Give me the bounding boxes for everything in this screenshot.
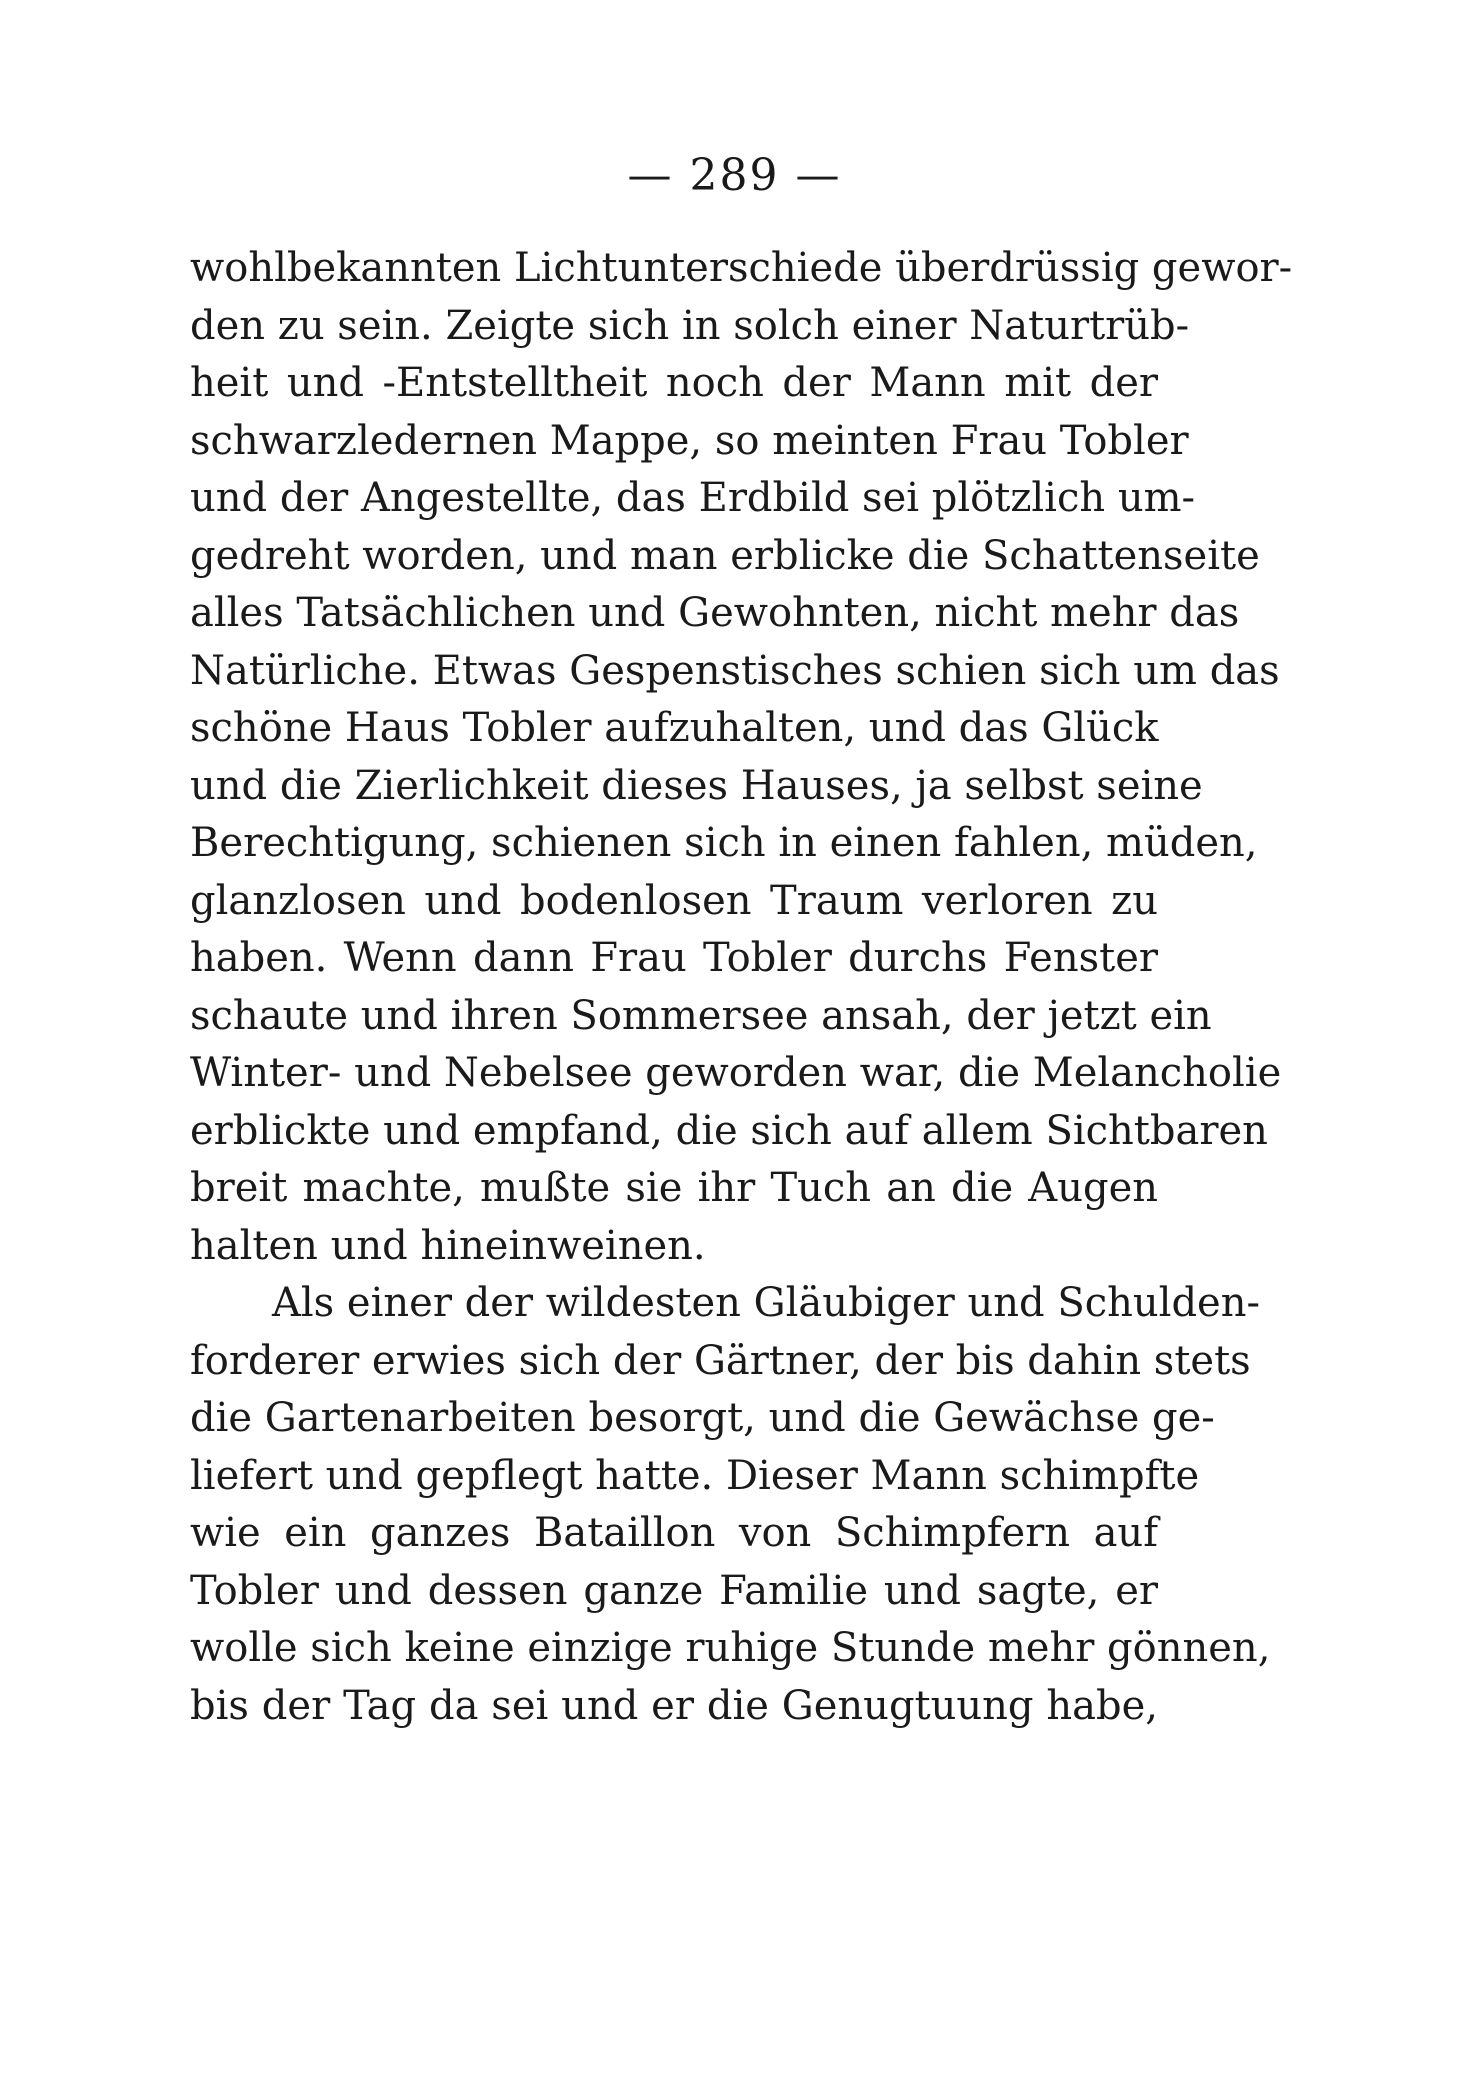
text-line: schaute und ihren Sommersee ansah, der jetzt ein	[190, 992, 1212, 1039]
text-line: wohlbekannten Lichtunterschiede überdrüssig gewor-	[190, 245, 1293, 291]
text-line: alles Tatsächlichen und Gewohnten, nicht mehr das	[190, 590, 1240, 636]
text-line: Tobler und dessen ganze Familie und sagte, er	[190, 1567, 1158, 1614]
text-line: forderer erwies sich der Gärtner, der bis dahin stets	[190, 1337, 1251, 1384]
text-line: wolle sich keine einzige ruhige Stunde mehr gönnen,	[190, 1625, 1271, 1671]
body-text	[190, 240, 1293, 1735]
paragraph-1	[190, 240, 1293, 1275]
text-line: schwarzledernen Mappe, so meinten Frau Tobler	[190, 417, 1189, 464]
text-line: erblickte und empfand, die sich auf allem Sichtbaren	[190, 1107, 1268, 1154]
text-line: Winter- und Nebelsee geworden war, die Melancholie	[190, 1050, 1282, 1096]
paragraph-2	[190, 1275, 1271, 1735]
text-line: Als einer der wildesten Gläubiger und Schulden-	[272, 1280, 1261, 1326]
text-line: bis der Tag da sei und er die Genugtuung habe,	[190, 1682, 1158, 1729]
text-line: schöne Haus Tobler aufzuhalten, und das Glück	[190, 705, 1159, 751]
text-line: die Gartenarbeiten besorgt, und die Gewächse ge-	[190, 1395, 1215, 1441]
text-line: halten und hineinweinen.	[190, 1222, 706, 1269]
text-line: glanzlosen und bodenlosen Traum verloren zu	[190, 877, 1158, 924]
text-line: heit und -Entstelltheit noch der Mann mit der	[190, 360, 1158, 406]
text-line: und die Zierlichkeit dieses Hauses, ja selbst seine	[190, 762, 1203, 809]
text-line: breit machte, mußte sie ihr Tuch an die Augen	[190, 1165, 1158, 1211]
text-line: haben. Wenn dann Frau Tobler durchs Fenster	[190, 935, 1158, 981]
text-line: liefert und gepflegt hatte. Dieser Mann schimpfte	[190, 1452, 1200, 1499]
text-line: gedreht worden, und man erblicke die Schattenseite	[190, 532, 1260, 579]
text-line: Berechtigung, schienen sich in einen fahlen, müden,	[190, 820, 1258, 866]
text-line: Natürliche. Etwas Gespenstisches schien sich um das	[190, 647, 1280, 694]
page-number: — 289 —	[627, 150, 842, 201]
text-line: und der Angestellte, das Erdbild sei plötzlich um-	[190, 475, 1196, 521]
text-line: wie ein ganzes Bataillon von Schimpfern auf	[190, 1510, 1158, 1556]
text-line: den zu sein. Zeigte sich in solch einer Naturtrüb-	[190, 302, 1190, 349]
